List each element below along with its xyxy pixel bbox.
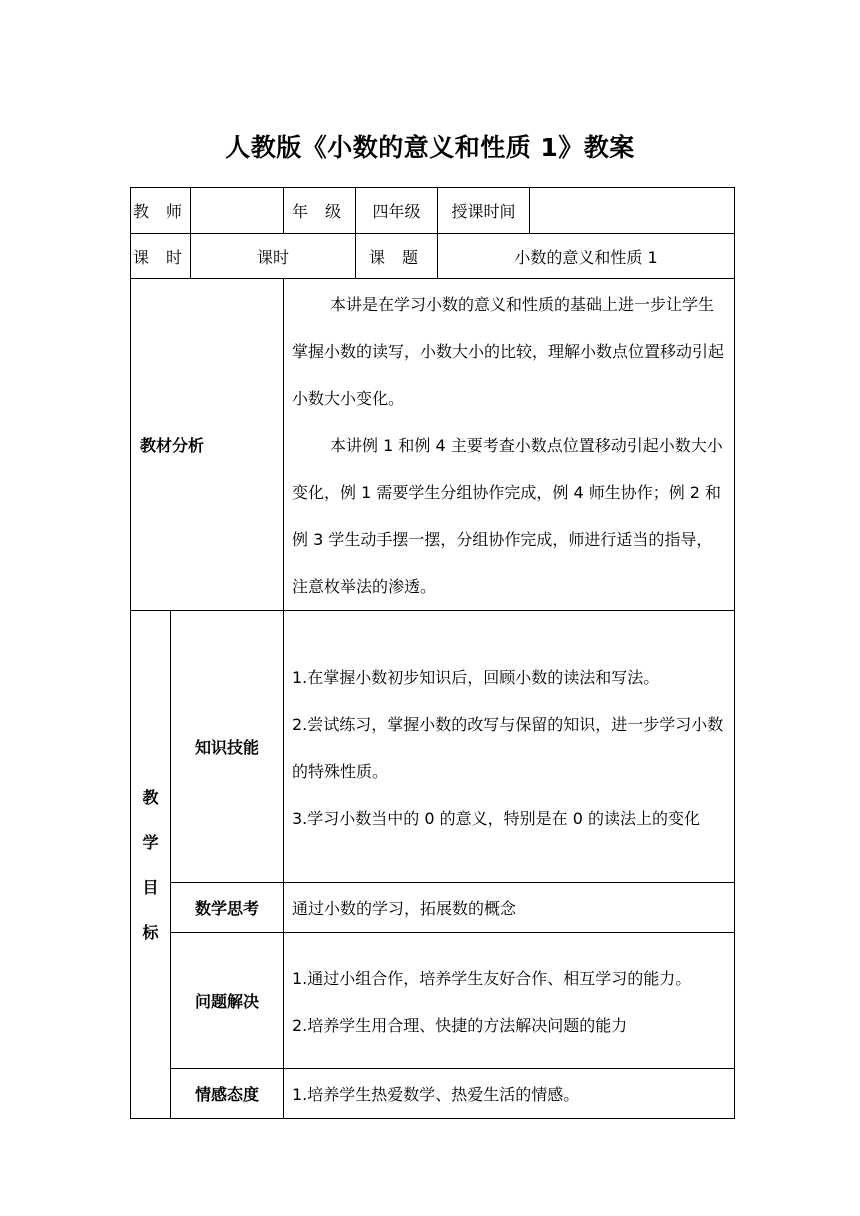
period-value: 课时 (191, 234, 356, 279)
header-row (131, 188, 735, 234)
lesson-plan-table (130, 187, 735, 1119)
lesson-row (131, 234, 735, 279)
analysis-label: 教材分析 (131, 279, 284, 611)
objectives-label-char: 标 (142, 922, 159, 942)
problem-solving-label: 问题解决 (171, 933, 284, 1069)
class-time-value (530, 188, 735, 234)
class-time-label: 授课时间 (438, 188, 530, 234)
grade-value: 四年级 (356, 188, 438, 234)
emotion-content: 1.培养学生热爱数学、热爱生活的情感。 (284, 1069, 735, 1119)
problem-solving-content (284, 933, 735, 1069)
knowledge-item: 2.尝试练习，掌握小数的改写与保留的知识，进一步学习小数的特殊性质。 (292, 714, 724, 781)
objectives-label-char: 学 (142, 832, 159, 852)
problem-solving-item: 1.通过小组合作，培养学生友好合作、相互学习的能力。 (292, 968, 692, 988)
problem-solving-item: 2.培养学生用合理、快捷的方法解决问题的能力 (292, 1015, 628, 1035)
objective-thinking-row (131, 883, 735, 933)
emotion-label: 情感态度 (171, 1069, 284, 1119)
objectives-label (131, 611, 171, 1119)
thinking-content: 通过小数的学习，拓展数的概念 (284, 883, 735, 933)
knowledge-label: 知识技能 (171, 611, 284, 883)
topic-label: 课 题 (356, 234, 438, 279)
analysis-row (131, 279, 735, 611)
teacher-label: 教 师 (131, 188, 191, 234)
analysis-content (284, 279, 735, 611)
objective-emotion-row (131, 1069, 735, 1119)
period-label: 课 时 (131, 234, 191, 279)
knowledge-item: 3.学习小数当中的 0 的意义，特别是在 0 的读法上的变化 (292, 808, 700, 828)
objective-knowledge-row (131, 611, 735, 883)
thinking-label: 数学思考 (171, 883, 284, 933)
knowledge-item: 1.在掌握小数初步知识后，回顾小数的读法和写法。 (292, 667, 660, 687)
objectives-label-char: 目 (142, 877, 159, 897)
analysis-paragraph: 本讲例 1 和例 4 主要考查小数点位置移动引起小数大小变化，例 1 需要学生分组协作完成，例 4 师生协作；例 2 和例 3 学生动手摆一摆，分组协作完成，师进行适当的指导，注意枚举法的渗透。 (292, 436, 723, 596)
teacher-value (191, 188, 284, 234)
analysis-paragraph: 本讲是在学习小数的意义和性质的基础上进一步让学生掌握小数的读写，小数大小的比较，理解小数点位置移动引起小数大小变化。 (292, 295, 725, 408)
knowledge-content (284, 611, 735, 883)
topic-value: 小数的意义和性质 1 (438, 234, 735, 279)
objectives-label-char: 教 (142, 787, 159, 807)
objective-problem-row (131, 933, 735, 1069)
page-title: 人教版《小数的意义和性质 1》教案 (225, 133, 635, 162)
grade-label: 年 级 (284, 188, 356, 234)
